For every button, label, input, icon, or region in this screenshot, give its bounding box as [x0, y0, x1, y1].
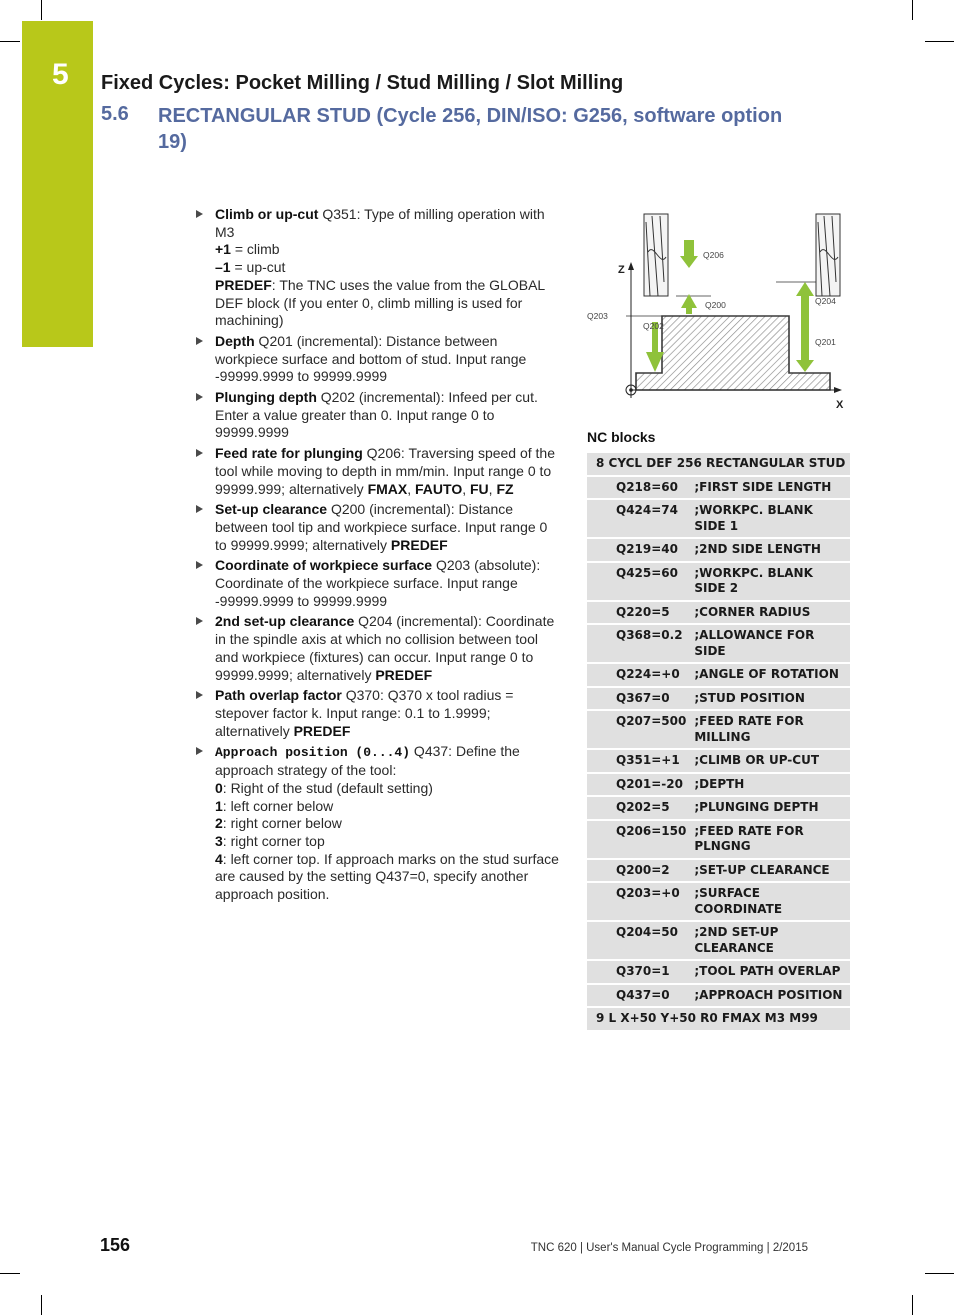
- x-axis-arrow: [834, 387, 842, 393]
- nc-blocks-heading: NC blocks: [587, 429, 656, 445]
- nc-param-value: Q206=150: [587, 821, 690, 858]
- nc-param-row: [587, 821, 850, 858]
- bullet-arrow-icon: [196, 210, 203, 218]
- label-q201: Q201: [815, 337, 836, 347]
- nc-param-value: Q220=5: [587, 602, 690, 624]
- nc-param-value: Q224=+0: [587, 664, 690, 686]
- parameter-name: Depth: [215, 332, 255, 349]
- nc-param-row: [587, 750, 850, 772]
- option-key: 2: [215, 815, 223, 832]
- nc-param-value: Q424=74: [587, 500, 690, 537]
- label-q200: Q200: [705, 300, 726, 310]
- bullet-arrow-icon: [196, 393, 203, 401]
- bullet-arrow-icon: [196, 337, 203, 345]
- bullet-arrow-icon: [196, 617, 203, 625]
- option-key: PREDEF: [215, 276, 272, 293]
- nc-param-value: Q351=+1: [587, 750, 690, 772]
- parameter-item: [193, 445, 559, 498]
- label-q204: Q204: [815, 296, 836, 306]
- q206-arrow: [680, 256, 698, 268]
- nc-param-value: Q204=50: [587, 922, 690, 959]
- parameter-alternative: FZ: [496, 480, 514, 497]
- option-text: = climb: [230, 241, 280, 258]
- parameter-item: [193, 687, 559, 740]
- parameter-description: Q200 (incremental): Distance between tool tip and workpiece surface. Input range 0 to 99999.9999; alternatively: [215, 501, 548, 553]
- q200-arrow: [681, 294, 697, 314]
- nc-param-comment: ;FEED RATE FOR PLNGNG: [690, 821, 850, 858]
- parameter-name: 2nd set-up clearance: [215, 613, 355, 630]
- crop-mark: [912, 1295, 913, 1315]
- crop-mark: [41, 1295, 42, 1315]
- nc-param-comment: ;ANGLE OF ROTATION: [690, 664, 850, 686]
- parameter-description: Q437: Define the approach strategy of the tool:: [215, 743, 520, 779]
- parameter-name: Plunging depth: [215, 389, 317, 406]
- nc-param-comment: ;CORNER RADIUS: [690, 602, 850, 624]
- parameter-description: Q204 (incremental): Coordinate in the spindle axis at which no collision between tool and workpiece (fixtures) can occur. Input range 0 to 99999.9999; alternatively: [215, 613, 555, 683]
- nc-param-row: [587, 539, 850, 561]
- parameter-item: [193, 743, 559, 903]
- parameter-name: Set-up clearance: [215, 501, 328, 518]
- bullet-arrow-icon: [196, 691, 203, 699]
- nc-param-row: [587, 500, 850, 537]
- milling-tool-left: [644, 214, 668, 296]
- parameter-list: [193, 206, 559, 907]
- footer-text: TNC 620 | User's Manual Cycle Programming | 2/2015: [530, 1242, 808, 1254]
- bullet-arrow-icon: [196, 561, 203, 569]
- parameter-name: Feed rate for plunging: [215, 445, 363, 462]
- label-q203: Q203: [587, 311, 608, 321]
- option-line: [215, 277, 559, 330]
- nc-param-comment: ;WORKPC. BLANK SIDE 2: [690, 563, 850, 600]
- parameter-name: Climb or up-cut: [215, 206, 319, 222]
- axis-x-label: X: [836, 399, 844, 411]
- nc-param-row: [587, 961, 850, 983]
- option-key: +1: [215, 241, 231, 258]
- nc-param-row: [587, 774, 850, 796]
- parameter-item: [193, 557, 559, 610]
- nc-param-row: [587, 664, 850, 686]
- parameter-alternative: FAUTO: [415, 480, 463, 497]
- nc-block-row: [587, 1008, 850, 1030]
- parameter-item: [193, 389, 559, 442]
- nc-param-value: Q218=60: [587, 477, 690, 499]
- crop-mark: [925, 41, 954, 42]
- nc-param-value: Q200=2: [587, 860, 690, 882]
- parameter-item: [193, 206, 559, 330]
- nc-param-comment: ;FIRST SIDE LENGTH: [690, 477, 850, 499]
- parameter-alternative: PREDEF: [293, 722, 351, 739]
- parameter-alternative: ,: [462, 480, 470, 497]
- parameter-alternative: PREDEF: [390, 536, 448, 553]
- nc-param-row: [587, 922, 850, 959]
- nc-param-row: [587, 688, 850, 710]
- chapter-number: 5: [52, 58, 69, 91]
- nc-block-text: 9 L X+50 Y+50 R0 FMAX M3 M99: [587, 1008, 850, 1030]
- nc-param-comment: ;CLIMB OR UP-CUT: [690, 750, 850, 772]
- nc-blocks-table: [587, 451, 850, 1032]
- nc-param-row: [587, 860, 850, 882]
- parameter-alternative: ,: [407, 480, 416, 497]
- nc-param-comment: ;ALLOWANCE FOR SIDE: [690, 625, 850, 662]
- option-line: [215, 798, 559, 816]
- option-line: [215, 780, 559, 798]
- option-key: 4: [215, 850, 223, 867]
- parameter-alternative: FU: [470, 480, 489, 497]
- page-number: 156: [100, 1235, 131, 1255]
- option-line: [215, 833, 559, 851]
- parameter-description: Q351: Type of milling operation with M3: [215, 206, 545, 240]
- label-q202: Q202: [643, 321, 664, 331]
- origin-marker-inner: [629, 388, 633, 392]
- q206-feed-marker: [684, 240, 694, 258]
- z-axis-arrow: [628, 262, 634, 270]
- cycle-figure: [586, 212, 848, 412]
- nc-param-comment: ;2ND SET-UP CLEARANCE: [690, 922, 850, 959]
- nc-param-value: Q203=+0: [587, 883, 690, 920]
- parameter-alternative: PREDEF: [375, 666, 433, 683]
- nc-param-comment: ;2ND SIDE LENGTH: [690, 539, 850, 561]
- nc-param-row: [587, 563, 850, 600]
- nc-param-row: [587, 883, 850, 920]
- section-number: 5.6: [101, 103, 129, 125]
- option-text: = up-cut: [230, 259, 286, 276]
- parameter-item: [193, 501, 559, 554]
- option-line: [215, 851, 559, 904]
- nc-param-value: Q202=5: [587, 797, 690, 819]
- nc-param-row: [587, 477, 850, 499]
- nc-param-value: Q370=1: [587, 961, 690, 983]
- nc-block-row: [587, 453, 850, 475]
- q204-arrow: [796, 282, 814, 372]
- parameter-name: Path overlap factor: [215, 687, 342, 704]
- nc-param-comment: ;APPROACH POSITION: [690, 985, 850, 1007]
- parameter-description: Q370: Q370 x tool radius = stepover factor k. Input range: 0.1 to 1.9999; alternatively: [215, 687, 514, 739]
- option-text: : The TNC uses the value from the GLOBAL DEF block (If you enter 0, climb milling is used for machining): [215, 276, 545, 329]
- option-key: 0: [215, 779, 223, 796]
- parameter-description: Q201 (incremental): Distance between workpiece surface and bottom of stud. Input range -99999.9999 to 99999.9999: [215, 332, 527, 385]
- bullet-arrow-icon: [196, 505, 203, 513]
- nc-param-value: Q437=0: [587, 985, 690, 1007]
- nc-param-comment: ;PLUNGING DEPTH: [690, 797, 850, 819]
- parameter-name: Coordinate of workpiece surface: [215, 557, 433, 574]
- nc-param-comment: ;SURFACE COORDINATE: [690, 883, 850, 920]
- parameter-description: Q203 (absolute): Coordinate of the workpiece surface. Input range -99999.9999 to 99999.9999: [215, 557, 541, 609]
- parameter-description: Q206: Traversing speed of the tool while moving to depth in mm/min. Input range 0 to 99999.999; alternatively: [215, 445, 556, 497]
- chapter-title: Fixed Cycles: Pocket Milling / Stud Milling / Slot Milling: [101, 72, 624, 94]
- nc-param-value: Q425=60: [587, 563, 690, 600]
- parameter-item: [193, 613, 559, 684]
- nc-param-comment: ;DEPTH: [690, 774, 850, 796]
- option-text: : left corner top. If approach marks on the stud surface are caused by the setting Q437=0, specify another approach position.: [215, 850, 559, 903]
- bullet-arrow-icon: [196, 449, 203, 457]
- parameter-alternative: ,: [488, 480, 497, 497]
- nc-block-text: 8 CYCL DEF 256 RECTANGULAR STUD: [587, 453, 850, 475]
- nc-param-row: [587, 711, 850, 748]
- nc-param-row: [587, 602, 850, 624]
- option-line: [215, 259, 559, 277]
- nc-param-value: Q207=500: [587, 711, 690, 748]
- nc-param-value: Q368=0.2: [587, 625, 690, 662]
- axis-z-label: Z: [618, 264, 625, 276]
- parameter-alternative: FMAX: [367, 480, 408, 497]
- crop-mark: [925, 1273, 954, 1274]
- nc-param-comment: ;FEED RATE FOR MILLING: [690, 711, 850, 748]
- nc-param-value: Q219=40: [587, 539, 690, 561]
- parameter-item: [193, 333, 559, 386]
- option-line: [215, 815, 559, 833]
- option-text: : right corner below: [222, 815, 342, 832]
- crop-mark: [0, 41, 20, 42]
- nc-param-row: [587, 625, 850, 662]
- nc-param-row: [587, 797, 850, 819]
- nc-param-comment: ;TOOL PATH OVERLAP: [690, 961, 850, 983]
- option-key: 3: [215, 832, 223, 849]
- nc-param-comment: ;SET-UP CLEARANCE: [690, 860, 850, 882]
- label-q206: Q206: [703, 250, 724, 260]
- option-text: : Right of the stud (default setting): [222, 779, 433, 796]
- option-line: [215, 241, 559, 259]
- crop-mark: [41, 0, 42, 20]
- workpiece-stud: [636, 316, 830, 390]
- option-key: –1: [215, 259, 231, 276]
- option-key: 1: [215, 797, 223, 814]
- bullet-arrow-icon: [196, 747, 203, 755]
- crop-mark: [912, 0, 913, 20]
- nc-param-comment: ;WORKPC. BLANK SIDE 1: [690, 500, 850, 537]
- nc-param-value: Q201=-20: [587, 774, 690, 796]
- nc-param-comment: ;STUD POSITION: [690, 688, 850, 710]
- parameter-name: Approach position (0...4): [215, 745, 411, 761]
- section-title: RECTANGULAR STUD (Cycle 256, DIN/ISO: G256, software option 19): [158, 105, 783, 153]
- option-text: : left corner below: [222, 797, 334, 814]
- option-text: : right corner top: [222, 832, 325, 849]
- crop-mark: [0, 1273, 20, 1274]
- parameter-description: Q202 (incremental): Infeed per cut. Enter a value greater than 0. Input range 0 to 99999.9999: [215, 389, 538, 441]
- nc-param-row: [587, 985, 850, 1007]
- milling-tool-right: [816, 214, 840, 296]
- nc-param-value: Q367=0: [587, 688, 690, 710]
